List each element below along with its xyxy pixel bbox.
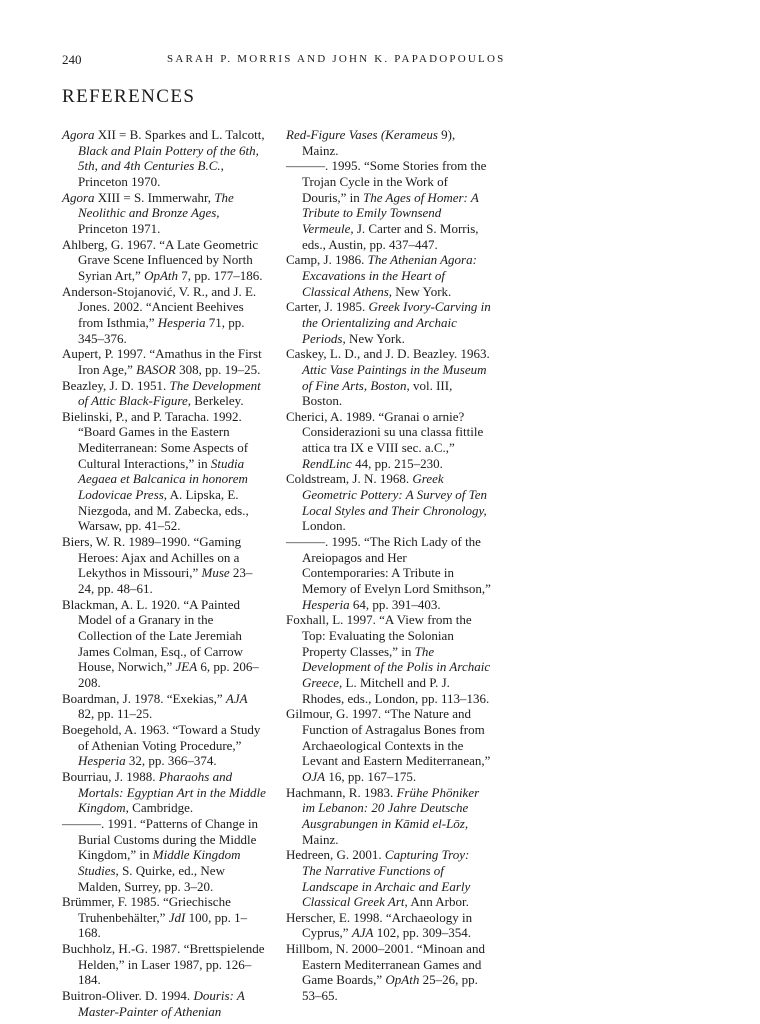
reference-text-segment: Caskey, L. D., and J. D. Beazley. 1963.	[286, 346, 490, 362]
reference-entry	[62, 409, 267, 534]
reference-title-segment: Pharaohs and Mortals: Egyptian Art in the Middle Kingdom,	[78, 768, 266, 816]
reference-title-segment: Greek Ivory-Carving in the Orientalizing and Archaic Periods,	[302, 299, 491, 346]
reference-text-segment: 25–26, pp. 53–65.	[302, 972, 478, 1004]
reference-text-segment: J. Carter and S. Morris, eds., Austin, pp. 437–447.	[302, 220, 479, 252]
reference-text-segment: 7, pp. 177–186.	[178, 267, 263, 283]
reference-text-segment: Foxhall, L. 1997. “A View from the Top: Evaluating the Solonian Property Classes,” in	[286, 612, 472, 659]
reference-text-segment: 6, pp. 206–208.	[78, 659, 259, 690]
reference-title-segment: Greek Geometric Pottery: A Survey of Ten Local Styles and Their Chronology,	[302, 471, 487, 518]
reference-text-segment: 82, pp. 11–25.	[78, 706, 153, 722]
reference-entry	[62, 894, 267, 941]
reference-title-segment: Hesperia	[78, 753, 126, 769]
reference-title-segment: OJA	[302, 768, 326, 784]
reference-text-segment: Boegehold, A. 1963. “Toward a Study of Athenian Voting Procedure,”	[62, 721, 261, 753]
reference-text-segment: Boardman, J. 1978. “Exekias,”	[62, 690, 226, 706]
reference-title-segment: Muse	[201, 565, 230, 581]
reference-text-segment: Blackman, A. L. 1920. “A Painted Model of a Granary in the Collection of the Late Jeremiah James Colman, Esq., of Carrow House, Norwich,”	[62, 596, 244, 675]
reference-title-segment: OpAth	[144, 267, 179, 283]
reference-title-segment: Capturing Troy: The Narrative Functions of Landscape in Archaic and Early Classical Greek Art,	[302, 847, 471, 910]
reference-entry	[62, 988, 267, 1019]
reference-entry	[286, 534, 491, 612]
reference-text-segment: L. Mitchell and P. J. Rhodes, eds., London, pp. 113–136.	[302, 674, 490, 706]
reference-text-segment: 9), Mainz.	[302, 127, 456, 158]
reference-text-segment: Cherici, A. 1989. “Granai o arnie? Considerazioni su una classa fittile attica tra IX e VIII sec. a.C.,”	[286, 408, 484, 456]
reference-entry	[62, 597, 267, 691]
reference-title-segment: Hesperia	[157, 314, 206, 330]
reference-text-segment: Mainz.	[302, 831, 339, 847]
reference-text-segment: ———. 1995. “Some Stories from the Trojan Cycle in the Work of Douris,” in	[286, 158, 487, 205]
references-column-left	[62, 127, 267, 1019]
reference-text-segment: ———. 1995. “The Rich Lady of the Areiopagos and Her Contemporaries: A Tribute in Memory of Evelyn Lord Smithson,”	[286, 534, 491, 597]
reference-title-segment: OpAth	[385, 972, 420, 988]
reference-title-segment: AJA	[351, 925, 374, 941]
reference-title-segment: The Development of the Polis in Archaic Greece,	[302, 643, 491, 690]
reference-text-segment: Princeton 1971.	[78, 220, 161, 236]
reference-text-segment: S. Quirke, ed., New Malden, Surrey, pp. 3–20.	[78, 862, 225, 894]
page-number: 240	[62, 52, 82, 67]
reference-text-segment: Berkeley.	[191, 393, 244, 409]
reference-text-segment: 23–24, pp. 48–61.	[78, 565, 253, 597]
reference-title-segment: The Neolithic and Bronze Ages,	[78, 189, 234, 221]
reference-entry	[286, 471, 491, 534]
reference-entry	[286, 299, 491, 346]
reference-title-segment: The Development of Attic Black-Figure,	[78, 377, 261, 409]
reference-text-segment: Buitron-Oliver. D. 1994.	[62, 988, 194, 1004]
reference-text-segment: 308, pp. 19–25.	[175, 361, 261, 377]
reference-text-segment: Coldstream, J. N. 1968.	[286, 471, 413, 487]
reference-text-segment: 32, pp. 366–374.	[125, 753, 217, 769]
reference-entry	[286, 612, 491, 706]
running-head	[62, 52, 702, 68]
reference-entry	[286, 409, 491, 472]
reference-entry	[286, 346, 491, 409]
reference-entry	[286, 127, 491, 158]
reference-entry	[286, 847, 491, 910]
reference-title-segment: BASOR	[136, 361, 176, 377]
reference-title-segment: Douris: A Master-Painter of Athenian	[78, 988, 245, 1019]
reference-entry	[62, 190, 267, 237]
reference-title-segment: Agora	[62, 127, 95, 142]
reference-title-segment: Attic Vase Paintings in the Museum of Fine Arts, Boston,	[302, 361, 487, 393]
reference-text-segment: Carter, J. 1985.	[286, 299, 369, 315]
reference-entry	[62, 346, 267, 377]
reference-text-segment: vol. III, Boston.	[302, 377, 453, 409]
reference-title-segment: Black and Plain Pottery of the 6th, 5th, and 4th Centuries	[78, 142, 259, 174]
reference-title-segment: RendLinc	[302, 455, 352, 471]
reference-text-segment: Beazley, J. D. 1951.	[62, 377, 170, 393]
reference-text-segment: Ahlberg, G. 1967. “A Late Geometric Grave Scene Influenced by North Syrian Art,”	[62, 236, 259, 283]
reference-text-segment: 71, pp. 345–376.	[78, 314, 245, 346]
reference-text-segment: Hillbom, N. 2000–2001. “Minoan and Eastern Mediterranean Games and Game Boards,”	[286, 941, 485, 988]
reference-text-segment: Bourriau, J. 1988.	[62, 768, 159, 784]
reference-text-segment: 100, pp. 1–168.	[78, 909, 248, 941]
reference-title-segment: Hesperia	[302, 596, 350, 612]
reference-entry	[62, 378, 267, 409]
reference-text-segment: XIII = S. Immerwahr,	[94, 189, 215, 205]
reference-title-segment: B.C.	[197, 158, 221, 174]
reference-text-segment: Camp, J. 1986.	[286, 252, 368, 268]
references-column-right	[286, 127, 491, 1004]
reference-text-segment: XII = B. Sparkes and L. Talcott,	[94, 127, 265, 142]
reference-text-segment: 102, pp. 309–354.	[373, 925, 471, 941]
reference-title-segment: AJA	[225, 690, 248, 706]
reference-entry	[62, 691, 267, 722]
reference-text-segment: Gilmour, G. 1997. “The Nature and Function of Astragalus Bones from Archaeological Contexts in the Levant and Eastern Mediterranean,”	[286, 706, 491, 769]
reference-text-segment: New York.	[345, 330, 405, 346]
reference-text-segment: Herscher, E. 1998. “Archaeology in Cyprus,”	[286, 909, 473, 941]
reference-text-segment: 64, pp. 391–403.	[349, 596, 441, 612]
reference-entry	[62, 941, 267, 988]
reference-title-segment: Middle Kingdom Studies,	[78, 847, 241, 878]
reference-text-segment: Bielinski, P., and P. Taracha. 1992. “Board Games in the Eastern Mediterranean: Some Aspects of Cultural Interactions,” in	[62, 408, 249, 471]
reference-text-segment: 16, pp. 167–175.	[325, 768, 417, 784]
reference-text-segment: Anderson-Stojanović, V. R., and J. E. Jones. 2002. “Ancient Beehives from Isthmia,”	[62, 283, 257, 330]
reference-entry	[62, 722, 267, 769]
reference-text-segment: 44, pp. 215–230.	[351, 455, 443, 471]
reference-title-segment: Red-Figure Vases (Kerameus	[286, 127, 438, 142]
reference-text-segment: Ann Arbor.	[407, 894, 469, 910]
reference-title-segment: Studia Aegaea et Balcanica in honorem Lodovicae Press,	[78, 455, 248, 503]
reference-text-segment: Hachmann, R. 1983.	[286, 784, 397, 800]
reference-entry	[62, 237, 267, 284]
reference-text-segment: Aupert, P. 1997. “Amathus in the First Iron Age,”	[62, 346, 262, 377]
reference-title-segment: Frühe Phöniker im Lebanon: 20 Jahre Deutsche Ausgrabungen in Kāmid el-Lōz,	[302, 784, 480, 831]
reference-text-segment: New York.	[392, 283, 452, 299]
reference-entry	[286, 941, 491, 1004]
reference-title-segment: Agora	[62, 189, 95, 205]
reference-text-segment: Biers, W. R. 1989–1990. “Gaming Heroes: Ajax and Achilles on a Lekythos in Missouri,”	[62, 534, 242, 581]
reference-text-segment: , Princeton 1970.	[78, 158, 224, 189]
reference-title-segment: The Athenian Agora: Excavations in the Heart of Classical Athens,	[302, 252, 477, 299]
reference-entry	[286, 706, 491, 784]
reference-text-segment: Brümmer, F. 1985. “Griechische Truhenbehälter,”	[62, 894, 231, 925]
reference-text-segment: Hedreen, G. 2001.	[286, 847, 385, 863]
reference-text-segment: Cambridge.	[128, 800, 194, 816]
reference-entry	[286, 910, 491, 941]
reference-entry	[286, 785, 491, 848]
running-head-authors: SARAH P. MORRIS AND JOHN K. PAPADOPOULOS	[167, 53, 506, 65]
reference-entry	[62, 127, 267, 190]
reference-entry	[62, 284, 267, 347]
reference-entry	[286, 158, 491, 252]
reference-entry	[62, 816, 267, 894]
reference-title-segment: The Ages of Homer: A Tribute to Emily Townsend Vermeule,	[302, 189, 479, 236]
section-title: REFERENCES	[62, 86, 196, 107]
reference-text-segment: London.	[302, 518, 346, 534]
reference-title-segment: JEA	[175, 659, 198, 675]
reference-entry	[286, 252, 491, 299]
reference-title-segment: JdI	[168, 909, 186, 925]
reference-text-segment: ———. 1991. “Patterns of Change in Burial Customs during the Middle Kingdom,” in	[62, 815, 259, 863]
reference-text-segment: A. Lipska, E. Niezgoda, and M. Zabecka, eds., Warsaw, pp. 41–52.	[78, 487, 249, 534]
reference-entry	[62, 769, 267, 816]
reference-text-segment: Buchholz, H.-G. 1987. “Brettspielende Helden,” in Laser 1987, pp. 126–184.	[62, 941, 265, 988]
reference-entry	[62, 534, 267, 597]
